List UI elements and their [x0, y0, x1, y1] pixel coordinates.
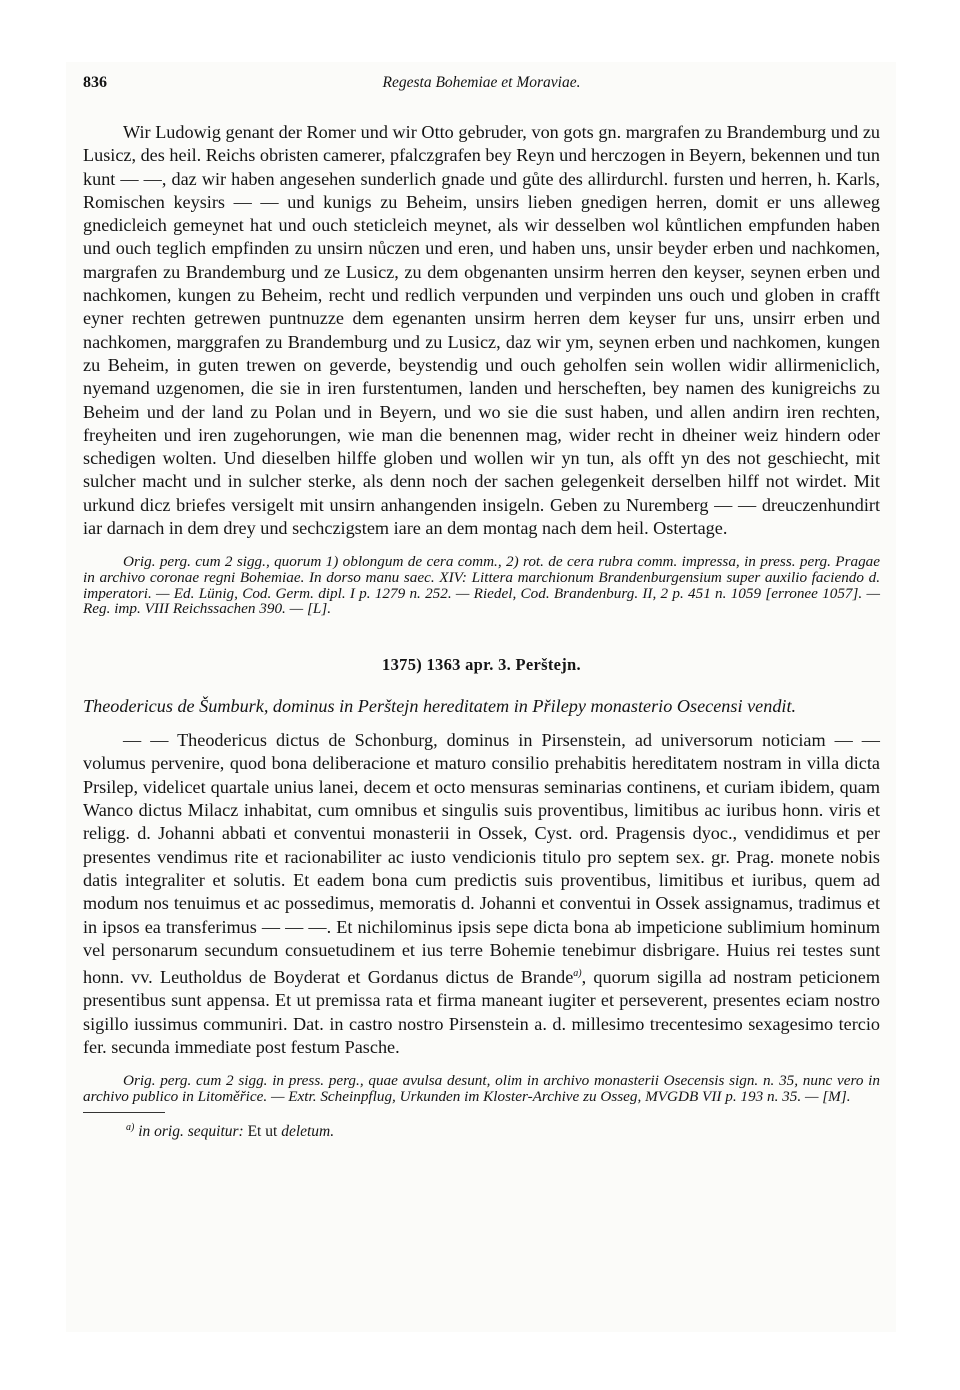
entry-text: [83, 729, 880, 1059]
entry-heading: 1375) 1363 apr. 3. Perštejn.: [382, 655, 581, 675]
page-number: 836: [83, 74, 107, 91]
footnote-text-3: deletum.: [281, 1122, 335, 1140]
footnote-text-1: in orig. sequitur:: [138, 1122, 244, 1140]
document-source-note: Orig. perg. cum 2 sigg., quorum 1) oblongum de cera comm., 2) rot. de cera rubra comm. impressa, in press. perg. Pragae in archivo coronae regni Bohemiae. In dorso manu saec. XIV: Littera marchionum Brandenburgensium super auxilio faciendo d. imperatori. — Ed. Lünig, Cod. Germ. dipl. I p. 1279 n. 252. — Riedel, Cod. Brandenburg. II, 2 p. 451 n. 1059 [erronee 1057]. — Reg. imp. VIII Reichssachen 390. — [L].: [83, 553, 880, 618]
footnote-text-2: Et ut: [247, 1122, 278, 1140]
document-text: Wir Ludowig genant der Romer und wir Otto gebruder, von gots gn. margrafen zu Brandemburg und zu Lusicz, des heil. Reichs obristen camerer, pfalczgrafen bey Reyn und herczogen in Beyern, bekennen und tun kunt — —, daz wir haben angesehen sunderlich gnade und gůte des allirdurchl. fursten und herren, h. Karls, Romischen keysirs — — und kunigs zu Beheim, unsirs lieben gnedigen herren, domit er uns alleweg gnedicleich gemeynet hat und ouch steticleich meynet, als wir desselben wol kůntlichen empfunden haben und ouch teglich empfinden zu unsirn nůczen und eren, und haben uns, unsir beyder erben und nachkomen, margrafen zu Brandemburg und ze Lusicz, zu dem obgenanten unsirm herren den keyser, seynen erben und nachkomen, kungen zu Beheim, recht und redlich verpunden und verpinden uns ouch und globen in crafft eyner rechten getrewen puntnuzze dem egenanten unsirm herren dem keyser fur uns, unsirr erben und nachkomen, marggrafen zu Brandemburg und zu Lusicz, daz wir ym, seynen erben und nachkomen, kungen zu Beheim, in guten trewen on geverde, beystendig und ouch geholfen sein wollen widir allirmeniclich, nyemand uzgenomen, die sie in iren furstentumen, landen und herscheften, bey namen des kunigreichs zu Beheim und der land zu Polan und in Beyern, und wo sie die sust haben, und allen andirn iren rechten, freyheiten und iren zugehorungen, wie man die benennen mag, wider recht in dheiner weiz hindern oder schedigen wolten. Und dieselben hilffe globen und wollen wir yn tun, als offt yn des not geschiecht, mit sulcher macht und in sulcher sterke, als denn noch der sachen gelegenkeit derselben hilff not wirdet. Mit urkund dicz briefes versigelt mit unsirn anhangenden insigeln. Geben zu Nuremberg — — dreuczenhundirt iar darnach in dem drey und sechczigstem iare an dem montag nach dem heil. Ostertage.: [83, 122, 880, 539]
footnote-marker: a): [126, 1121, 135, 1133]
footnote-reference: a): [573, 968, 582, 980]
entry-text-part-2: , quorum sigilla ad nostram peticionem presentibus sunt appensa. Et ut premissa rata et firma maneant iugiter et perseverent, presentes eciam nostro sigillo iussimus communiri. Dat. in castro nostro Pirsenstein a. d. millesimo trecentesimo sexagesimo tercio fer. secunda immediate post festum Pasche.: [83, 967, 880, 1058]
page-header: [83, 74, 880, 104]
footnote-divider: [83, 1112, 165, 1113]
page-content: [83, 74, 880, 1141]
footnote: [83, 1119, 880, 1141]
entry-summary: Theodericus de Šumburk, dominus in Perštejn hereditatem in Přilepy monasterio Osecensi vendit.: [83, 696, 797, 717]
entry-text-part-1: — — Theodericus dictus de Schonburg, dominus in Pirsenstein, ad universorum noticiam — — volumus pervenire, quod bona deliberacione et maturo consilio prehabitis hereditatem nostram in villa dicta Prsilep, videlicet quartale unius lanei, decem et octo mensuras seminarias continens, et curiam ibidem, quam Wanco dictus Milacz inhabitat, cum omnibus et singulis suis proventibus, limitibus ac iuribus honn. viris et religg. d. Johanni abbati et conventui monasterii in Ossek, Cyst. ord. Pragensis dyoc., vendidimus et per presentes vendimus rite et racionabiliter ac iusto vendicionis titulo pro septem sex. gr. Prag. monete nobis datis integraliter et solutis. Et eadem bona cum predictis suis proventibus, limitibus et iuribus, quem ad modum nos tenuimus et ac possedimus, memoratis d. Johanni et conventui in Ossek assignamus, tradimus et in ipsos ea transferimus — — —. Et nichilominus ipsis sepe dicta bona ab impeticione sublimium hominum vel personarum secundum consuetudinem et ius terre Bohemie tenebimur disbrigare. Huius rei testes sunt honn. vv. Leutholdus de Boyderat et Gordanus dictus de Brande: [83, 730, 880, 988]
entry-source-note: Orig. perg. cum 2 sigg. in press. perg., quae avulsa desunt, olim in archivo monasterii Osecensis sign. n. 35, nunc vero in archivo publico in Litoměřice. — Extr. Scheinpflug, Urkunden im Kloster-Archive zu Osseg, MVGDB VII p. 193 n. 35. — [M].: [83, 1072, 880, 1106]
running-title: Regesta Bohemiae et Moraviae.: [382, 74, 581, 91]
